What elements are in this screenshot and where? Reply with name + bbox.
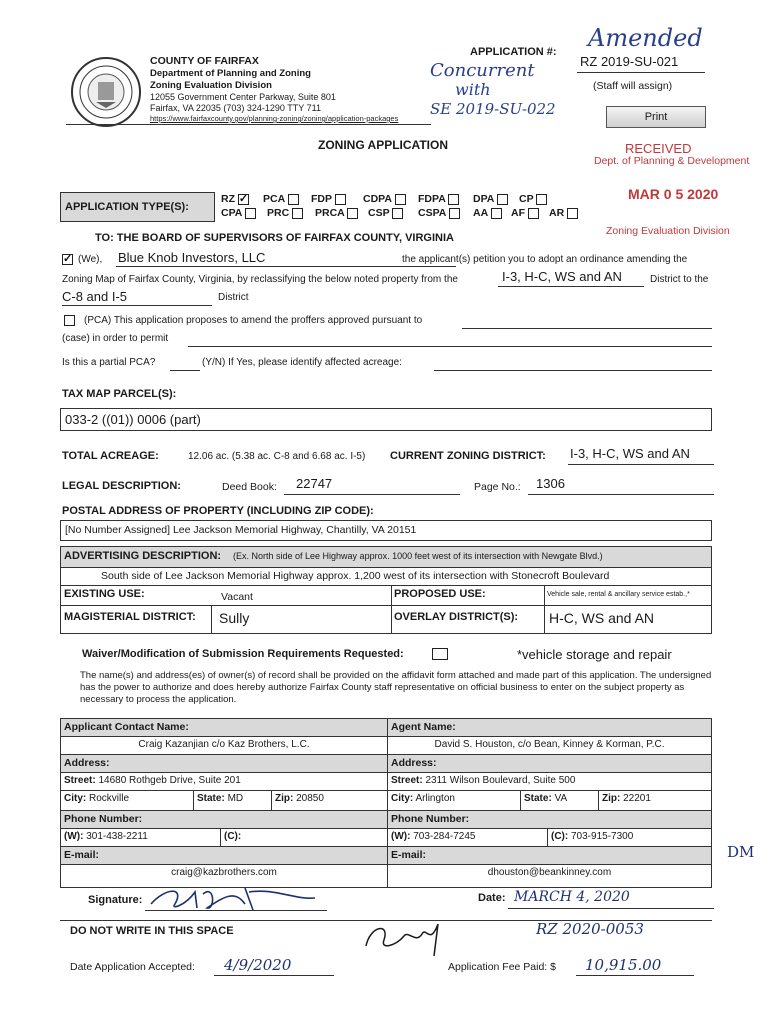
partial-pca-yn-text: (Y/N) If Yes, please identify affected acreage: xyxy=(202,357,402,368)
application-number-label: APPLICATION #: xyxy=(470,46,557,58)
staff-initials-mark xyxy=(360,916,450,960)
county-name: COUNTY OF FAIRFAX xyxy=(150,55,259,67)
tax-map-label: TAX MAP PARCEL(S): xyxy=(62,388,177,400)
type-csp[interactable]: CSP xyxy=(368,207,403,219)
petition-line-1 xyxy=(62,252,712,268)
applicant-name[interactable]: Blue Knob Investors, LLC xyxy=(118,250,266,265)
received-stamp: RECEIVED xyxy=(625,141,692,156)
advertising-value-row[interactable] xyxy=(61,567,711,586)
type-fdp[interactable]: FDP xyxy=(311,193,346,205)
type-rz-checkbox[interactable] xyxy=(238,194,249,205)
type-cspa-checkbox[interactable] xyxy=(449,208,460,219)
type-fdpa-checkbox[interactable] xyxy=(448,194,459,205)
postal-address-value: [No Number Assigned] Lee Jackson Memorial Highway, Chantilly, VA 20151 xyxy=(65,524,417,536)
applicant-state[interactable]: State: MD xyxy=(194,791,272,811)
type-prca[interactable]: PRCA xyxy=(315,207,358,219)
date-accepted-label: Date Application Accepted: xyxy=(70,961,195,973)
pca-line xyxy=(62,314,722,330)
office-case-number: RZ 2020-0053 xyxy=(536,920,644,938)
agent-state[interactable]: State: VA xyxy=(521,791,599,811)
current-zoning-value[interactable]: I-3, H-C, WS and AN xyxy=(570,446,690,461)
magisterial-district-value[interactable]: Sully xyxy=(219,610,250,626)
page-no-label: Page No.: xyxy=(474,481,521,493)
deed-book-value[interactable]: 22747 xyxy=(296,476,333,491)
type-cpa-checkbox[interactable] xyxy=(245,208,256,219)
signature-label: Signature: xyxy=(88,894,143,906)
type-csp-checkbox[interactable] xyxy=(392,208,403,219)
division-name: Zoning Evaluation Division xyxy=(150,80,272,91)
type-cdpa-checkbox[interactable] xyxy=(395,194,406,205)
magisterial-row xyxy=(61,605,711,633)
application-number-value: RZ 2019-SU-021 xyxy=(580,54,679,69)
applicant-street[interactable]: Street: 14680 Rothgeb Drive, Suite 201 xyxy=(61,773,388,791)
we-label: (We), xyxy=(78,254,103,265)
proposed-use-label: PROPOSED USE: xyxy=(394,588,486,600)
petition-text-2: Zoning Map of Fairfax County, Virginia, by reclassifying the below noted property from the xyxy=(62,274,458,285)
handwritten-signature xyxy=(145,880,325,912)
signature-date-value[interactable]: MARCH 4, 2020 xyxy=(514,889,630,905)
applicant-phone-work[interactable]: (W): 301-438-2211 xyxy=(61,829,221,847)
applicant-phone-cell[interactable]: (C): xyxy=(221,829,388,847)
agent-email[interactable]: dhouston@beankinney.com xyxy=(487,867,612,878)
application-number-line xyxy=(577,72,705,73)
type-cpa[interactable]: CPA xyxy=(221,207,256,219)
deed-book-label: Deed Book: xyxy=(222,481,277,493)
district-to-text: District to the xyxy=(650,274,709,285)
affected-acreage-field[interactable] xyxy=(434,370,712,371)
application-type-grid xyxy=(215,192,585,222)
application-type-label-box xyxy=(60,192,215,222)
date-accepted-value[interactable]: 4/9/2020 xyxy=(224,956,292,974)
legal-description-label: LEGAL DESCRIPTION: xyxy=(62,480,181,492)
agent-phone-cell[interactable]: (C): 703-915-7300 xyxy=(548,829,711,847)
board-heading: TO: THE BOARD OF SUPERVISORS OF FAIRFAX COUNTY, VIRGINIA xyxy=(95,232,454,244)
agent-address-label: Address: xyxy=(388,755,711,773)
type-aa-checkbox[interactable] xyxy=(491,208,502,219)
partial-pca-field[interactable] xyxy=(170,370,200,371)
type-prc[interactable]: PRC xyxy=(267,207,303,219)
county-seal xyxy=(70,56,142,128)
page-no-value[interactable]: 1306 xyxy=(536,476,565,491)
applicant-contact-name[interactable]: Craig Kazanjian c/o Kaz Brothers, L.C. xyxy=(61,737,388,755)
applicant-zip[interactable]: Zip: 20850 xyxy=(272,791,388,811)
we-checkbox[interactable] xyxy=(62,254,73,265)
type-cp[interactable]: CP xyxy=(519,193,547,205)
type-cdpa[interactable]: CDPA xyxy=(363,193,406,205)
agent-zip[interactable]: Zip: 22201 xyxy=(599,791,711,811)
agent-email-label: E-mail: xyxy=(388,847,711,865)
applicant-city[interactable]: City: Rockville xyxy=(61,791,194,811)
signature-date-label: Date: xyxy=(478,892,506,904)
signature-field[interactable] xyxy=(145,880,325,912)
concurrent-note-3: SE 2019-SU-022 xyxy=(430,100,556,118)
type-cp-checkbox[interactable] xyxy=(536,194,547,205)
applicant-email[interactable]: craig@kazbrothers.com xyxy=(61,865,388,887)
advertising-table xyxy=(60,546,712,634)
staff-assign-note: (Staff will assign) xyxy=(593,80,673,92)
overlay-district-value[interactable]: H-C, WS and AN xyxy=(549,610,655,626)
print-button[interactable]: Print xyxy=(606,106,706,128)
petition-line-3 xyxy=(62,290,462,308)
type-af-checkbox[interactable] xyxy=(528,208,539,219)
agent-phone-label: Phone Number: xyxy=(388,811,711,829)
advertising-header xyxy=(61,547,711,568)
type-ar[interactable]: AR xyxy=(549,207,578,219)
pca-text: (PCA) This application proposes to amend the proffers approved pursuant to xyxy=(84,315,423,326)
advertising-label: ADVERTISING DESCRIPTION: xyxy=(64,550,222,562)
type-rz[interactable]: RZ ✓ xyxy=(221,193,249,205)
received-stamp-division: Zoning Evaluation Division xyxy=(606,225,730,237)
total-acreage-value[interactable]: 12.06 ac. (5.38 ac. C-8 and 6.68 ac. I-5) xyxy=(188,451,366,462)
total-acreage-label: TOTAL ACREAGE: xyxy=(62,450,159,462)
office-city-phone: Fairfax, VA 22035 (703) 324-1290 TTY 711 xyxy=(150,103,321,113)
agent-street[interactable]: Street: 2311 Wilson Boulevard, Suite 500 xyxy=(388,773,711,791)
applicant-phone-label: Phone Number: xyxy=(61,811,388,829)
proposed-use-value[interactable]: Vehicle sale, rental & ancillary service estab.,* xyxy=(547,591,690,598)
partial-pca-text: Is this a partial PCA? xyxy=(62,357,156,368)
tax-map-value: 033-2 ((01)) 0006 (part) xyxy=(65,412,201,427)
pca-checkbox[interactable] xyxy=(64,315,75,326)
header-divider xyxy=(66,124,431,125)
office-address: 12055 Government Center Parkway, Suite 801 xyxy=(150,92,336,102)
department-name: Department of Planning and Zoning xyxy=(150,68,311,79)
from-district[interactable]: I-3, H-C, WS and AN xyxy=(502,269,622,284)
tax-map-field[interactable] xyxy=(60,408,712,431)
fee-paid-value[interactable]: 10,915.00 xyxy=(585,956,662,974)
contact-table xyxy=(60,718,712,888)
type-aa[interactable]: AA xyxy=(473,207,502,219)
postal-address-field[interactable] xyxy=(60,520,712,541)
partial-pca-line xyxy=(62,356,722,372)
district-text: District xyxy=(218,292,249,303)
application-type-label: APPLICATION TYPE(S): xyxy=(65,201,189,213)
agent-phone-work[interactable]: (W): 703-284-7245 xyxy=(388,829,548,847)
petition-line-2 xyxy=(62,269,722,290)
type-pca-checkbox[interactable] xyxy=(288,194,299,205)
waiver-label: Waiver/Modification of Submission Requirements Requested: xyxy=(82,648,404,660)
type-fdpa[interactable]: FDPA xyxy=(418,193,459,205)
pca-case-line xyxy=(62,332,722,348)
type-dpa-checkbox[interactable] xyxy=(497,194,508,205)
owner-notice: The name(s) and address(es) of owner(s) of record shall be provided on the affidavit form attached and made part of this application. The undersigned has the power to authorize and does hereby authorize Fairfax County staff representative on official business to enter on the subject property as necessary to process the application. xyxy=(80,670,712,705)
applicant-name-label: Applicant Contact Name: xyxy=(61,719,388,737)
magisterial-district-label: MAGISTERIAL DISTRICT: xyxy=(64,611,196,623)
advertising-value: South side of Lee Jackson Memorial Highway approx. 1,200 west of its intersection with Stonecroft Boulevard xyxy=(101,570,610,582)
applicant-email-label: E-mail: xyxy=(61,847,388,865)
office-url[interactable]: https://www.fairfaxcounty.gov/planning-zoning/zoning/application-packages xyxy=(150,114,399,123)
agent-name[interactable]: David S. Houston, c/o Bean, Kinney & Korman, P.C. xyxy=(388,737,711,755)
existing-use-label: EXISTING USE: xyxy=(64,588,145,600)
type-prca-checkbox[interactable] xyxy=(347,208,358,219)
concurrent-note-2: with xyxy=(455,80,491,99)
waiver-checkbox[interactable] xyxy=(432,648,448,660)
type-cspa[interactable]: CSPA xyxy=(418,207,460,219)
type-fdp-checkbox[interactable] xyxy=(335,194,346,205)
petition-text-1: the applicant(s) petition you to adopt an ordinance amending the xyxy=(402,254,688,265)
to-district[interactable]: C-8 and I-5 xyxy=(62,289,128,304)
advertising-example: (Ex. North side of Lee Highway approx. 1000 feet west of its intersection with Newgate Blvd.) xyxy=(233,551,603,561)
type-prc-checkbox[interactable] xyxy=(292,208,303,219)
existing-use-value[interactable]: Vacant xyxy=(221,591,253,603)
postal-address-label: POSTAL ADDRESS OF PROPERTY (INCLUDING ZIP CODE): xyxy=(62,505,374,517)
concurrent-note-1: Concurrent xyxy=(430,60,535,81)
received-stamp-date: MAR 0 5 2020 xyxy=(628,186,719,202)
received-stamp-dept: Dept. of Planning & Development xyxy=(594,155,750,167)
type-ar-checkbox[interactable] xyxy=(567,208,578,219)
current-zoning-label: CURRENT ZONING DISTRICT: xyxy=(390,450,546,462)
waiver-note: *vehicle storage and repair xyxy=(517,647,672,662)
type-pca[interactable]: PCA xyxy=(263,193,299,205)
agent-city[interactable]: City: Arlington xyxy=(388,791,521,811)
applicant-address-label: Address: xyxy=(61,755,388,773)
pca-case-text: (case) in order to permit xyxy=(62,333,169,344)
office-initials xyxy=(360,916,450,960)
fee-paid-label: Application Fee Paid: $ xyxy=(448,961,556,973)
office-use-label: DO NOT WRITE IN THIS SPACE xyxy=(70,925,234,937)
form-title: ZONING APPLICATION xyxy=(318,138,448,152)
amended-note: Amended xyxy=(588,24,703,52)
overlay-district-label: OVERLAY DISTRICT(S): xyxy=(394,611,519,623)
type-af[interactable]: AF xyxy=(511,207,539,219)
existing-use-row xyxy=(61,585,711,606)
type-dpa[interactable]: DPA xyxy=(473,193,508,205)
initials-note: DM xyxy=(727,843,755,861)
agent-name-label: Agent Name: xyxy=(388,719,711,737)
